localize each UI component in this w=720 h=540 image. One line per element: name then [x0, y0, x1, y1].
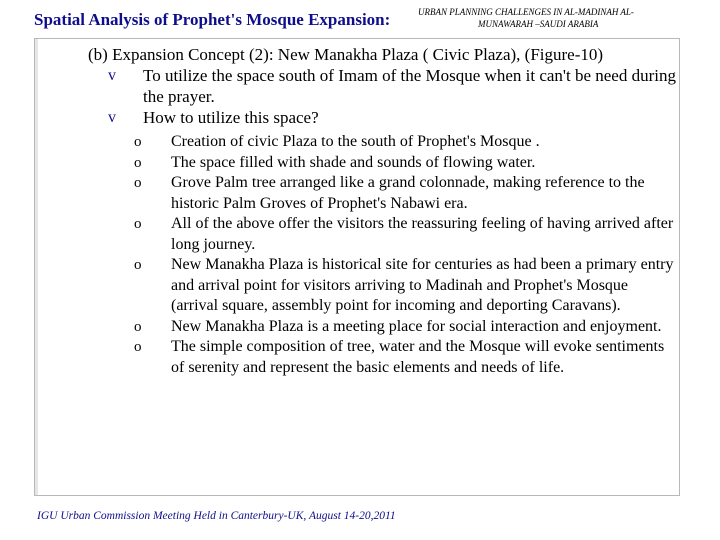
circle-bullet-icon: o [134, 318, 142, 335]
circle-bullet-icon: o [134, 257, 142, 273]
sub-list-item [88, 132, 678, 153]
bullet-item [88, 65, 678, 107]
circle-bullet-icon: o [134, 175, 142, 191]
sub-item-text: All of the above offer the visitors the reassuring feeling of having arrived after long journey. [171, 215, 674, 253]
bullet-text: To utilize the space south of Imam of the Mosque when it can't be need during the prayer. [143, 66, 676, 106]
circle-bullet-icon: o [134, 134, 142, 150]
sub-list-item [88, 173, 678, 214]
sub-bullet-list [88, 132, 678, 378]
page-title: Spatial Analysis of Prophet's Mosque Expansion: [34, 10, 391, 29]
conference-header-line-1: URBAN PLANNING CHALLENGES IN AL-MADINAH AL- [418, 7, 634, 17]
bullet-text: How to utilize this space? [143, 108, 319, 127]
sub-item-text: New Manakha Plaza is a meeting place for social interaction and enjoyment. [171, 317, 662, 335]
conference-header [418, 6, 714, 30]
sub-item-text: Creation of civic Plaza to the south of Prophet's Mosque . [171, 133, 540, 150]
diamond-bullet-icon: v [108, 67, 116, 84]
slide-content [88, 44, 678, 378]
circle-bullet-icon: o [134, 339, 142, 355]
sub-list-item [88, 153, 678, 174]
sub-list-item [88, 317, 678, 338]
footer-caption: IGU Urban Commission Meeting Held in Canterbury-UK, August 14-20,2011 [37, 510, 396, 522]
circle-bullet-icon: o [134, 154, 142, 171]
sub-item-text: New Manakha Plaza is historical site for centuries as had been a primary entry and arrival point for visitors arriving to Madinah and Prophet's Mosque (arrival square, assembly point for incoming and deporting Caravans). [171, 256, 674, 314]
bullet-list [88, 65, 678, 128]
circle-bullet-icon: o [134, 216, 142, 232]
sub-item-text: Grove Palm tree arranged like a grand colonnade, making reference to the historic Palm Groves of Prophet's Nabawi era. [171, 174, 645, 212]
sub-list-item [88, 214, 678, 255]
sub-item-text: The space filled with shade and sounds of flowing water. [171, 153, 536, 171]
section-heading: (b) Expansion Concept (2): New Manakha Plaza ( Civic Plaza), (Figure-10) [88, 45, 604, 64]
sub-list-item [88, 337, 678, 378]
sub-item-text: The simple composition of tree, water and the Mosque will evoke sentiments of serenity and represent the basic elements and needs of life. [171, 338, 665, 376]
bullet-item [88, 107, 678, 128]
conference-header-line-2: MUNAWARAH –SAUDI ARABIA [478, 19, 599, 29]
diamond-bullet-icon: v [108, 109, 116, 126]
sub-list-item [88, 255, 678, 317]
